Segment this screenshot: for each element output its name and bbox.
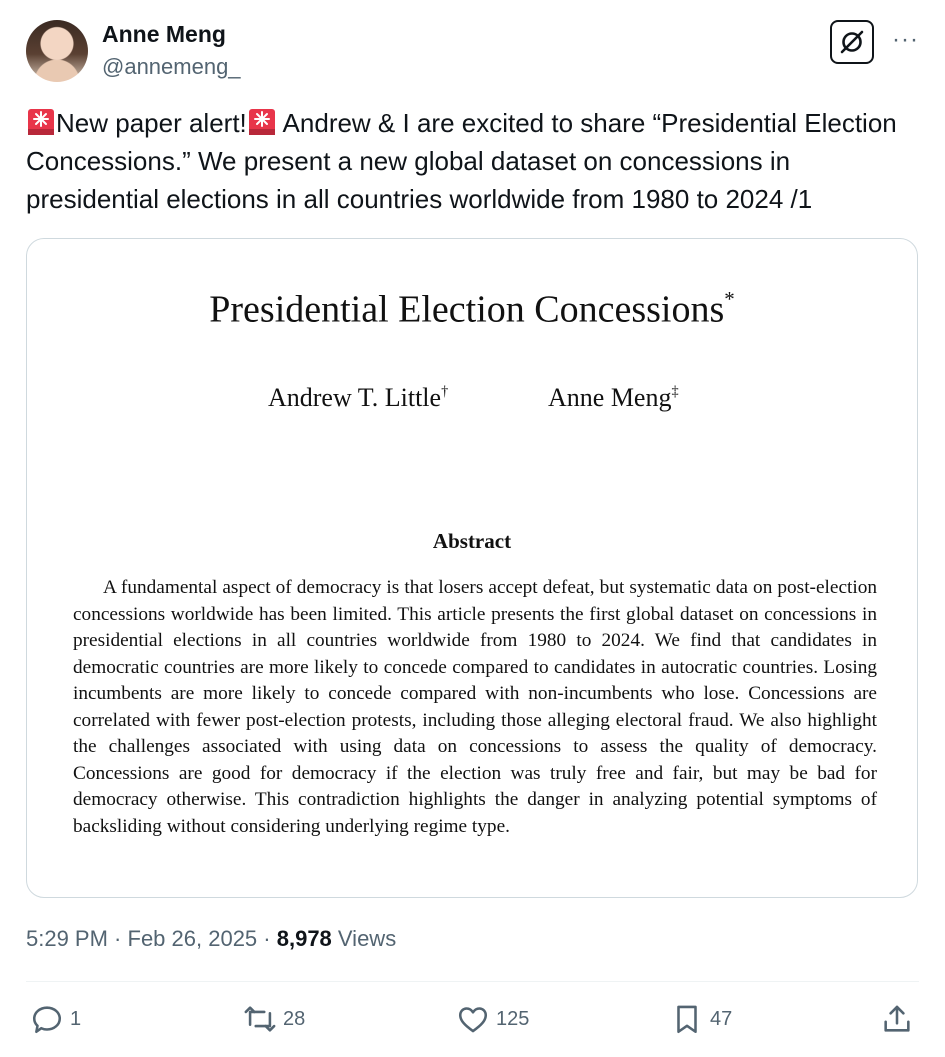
paper-author-1-name: Andrew T. Little: [268, 383, 442, 412]
reply-count: 1: [70, 1007, 82, 1030]
avatar[interactable]: [26, 20, 88, 82]
repost-count: 28: [283, 1007, 306, 1030]
tweet-date[interactable]: Feb 26, 2025: [127, 926, 258, 951]
meta-separator: ·: [107, 926, 128, 951]
paper-title: [27, 287, 917, 332]
grok-icon: [839, 29, 865, 55]
tweet-text-part2: Andrew & I are excited to share “Presidential Election Concessions.” We present a new global dataset on concessions in presidential elections in all countries worldwide from 1980 to 2024 /1: [26, 108, 897, 214]
reply-icon: [30, 1002, 64, 1036]
share-icon: [880, 1002, 914, 1036]
repost-icon: [243, 1002, 277, 1036]
paper-author-1-mark: †: [441, 383, 449, 400]
tweet-text: [26, 104, 926, 218]
attached-image[interactable]: [26, 238, 918, 898]
divider: [26, 981, 919, 982]
repost-button[interactable]: [243, 1002, 305, 1036]
views-count: 8,978: [276, 926, 332, 951]
tweet-text-part1: New paper alert!: [56, 108, 247, 138]
abstract-heading: Abstract: [432, 529, 512, 553]
share-button[interactable]: [880, 1002, 914, 1036]
author-handle[interactable]: @annemeng_: [102, 54, 241, 79]
abstract-text: A fundamental aspect of democracy is that losers accept defeat, but systematic data on post-election concessions worldwide has been limited. This article presents the first global dataset on concessions in presidential elections in all countries worldwide from 1980 to 2024. We find that candidates in democratic countries are more likely to concede compared to candidates in autocratic countries. Losing incumbents are more likely to concede compared with non-incumbents who lose. Concessions are correlated with fewer post-election protests, including those alleging electoral fraud. We also highlight the challenges associated with using data on concessions to assess the quality of democracy. Concessions are good for democracy if the election was truly free and fair, but may be bad for democracy otherwise. This contradiction highlights the danger in analyzing potential symptoms of backsliding without considering underlying regime type.: [73, 577, 877, 837]
paper-title-text: Presidential Election Concessions: [209, 288, 725, 331]
like-button[interactable]: [456, 1002, 529, 1036]
views-label: Views: [331, 926, 397, 951]
paper-author-2-mark: ‡: [671, 383, 679, 400]
tweet-meta: [26, 926, 396, 952]
bookmark-button[interactable]: [670, 1002, 732, 1036]
rotating-light-icon: [247, 107, 277, 137]
paper-author-2-name: Anne Meng: [548, 383, 672, 412]
rotating-light-icon: [26, 107, 56, 137]
more-options-icon[interactable]: ···: [892, 26, 919, 53]
reply-button[interactable]: [30, 1002, 81, 1036]
heart-icon: [456, 1002, 490, 1036]
like-count: 125: [496, 1007, 530, 1030]
bookmark-count: 47: [710, 1007, 733, 1030]
paper-title-mark: *: [724, 287, 735, 311]
bookmark-icon: [670, 1002, 704, 1036]
author-name[interactable]: Anne Meng: [102, 21, 226, 47]
tweet-time[interactable]: 5:29 PM: [26, 926, 108, 951]
meta-separator: ·: [257, 926, 277, 951]
grok-button[interactable]: [830, 20, 874, 64]
paper-author-1: [268, 383, 448, 413]
paper-author-2: [548, 383, 679, 413]
